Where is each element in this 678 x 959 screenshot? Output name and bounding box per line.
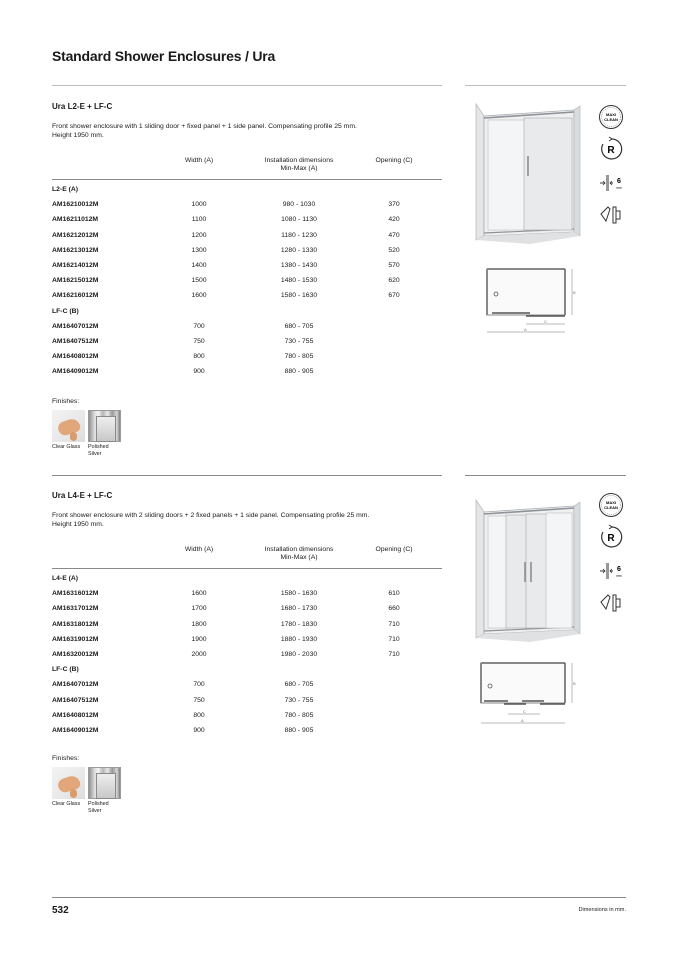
product-code: AM16216012M (52, 292, 99, 300)
width-cell: 700 (193, 322, 205, 330)
install-cell: 1680 - 1730 (280, 605, 318, 613)
install-cell: 1580 - 1630 (280, 292, 318, 300)
floor-plan-l4e (478, 660, 578, 730)
col-header-opening: Opening (C) (375, 546, 413, 553)
dim-label-a: A (521, 718, 524, 723)
group-name: LF-C (B) (52, 666, 79, 674)
group-header (52, 571, 442, 586)
install-cell: 1780 - 1830 (280, 620, 318, 628)
group-header (52, 182, 442, 197)
product-code: AM16407512M (52, 337, 99, 345)
col-header-width: Width (A) (184, 157, 214, 164)
width-cell: 1000 (191, 201, 207, 209)
install-cell: 730 - 755 (284, 337, 314, 345)
width-cell: 1800 (191, 620, 207, 628)
opening-cell: 670 (388, 292, 400, 300)
width-cell: 1600 (191, 590, 207, 598)
product-photo-l2e (470, 96, 582, 244)
table-row (52, 258, 442, 273)
product-code: AM16319012M (52, 635, 99, 643)
feature-icons-l2e (598, 104, 626, 234)
dim-label-b: B (573, 290, 576, 295)
width-cell: 800 (193, 353, 205, 361)
table-row (52, 647, 442, 662)
maxiclean-text: CLEAN (604, 117, 618, 122)
page-number: 532 (52, 905, 69, 916)
install-cell: 1880 - 1930 (280, 635, 318, 643)
opening-cell: 710 (388, 635, 400, 643)
product-code: AM16211012M (52, 216, 99, 224)
product-code: AM16318012M (52, 620, 99, 628)
group-name: LF-C (B) (52, 307, 79, 315)
col-header-installation (249, 157, 349, 173)
thickness-text: 6 (617, 566, 621, 573)
finishes-label: Finishes: (52, 398, 80, 405)
swatch-label-clear-glass: Clear Glass (52, 801, 81, 807)
dim-label-a: A (524, 327, 527, 332)
section-title: Ura L2-E + LF-C (52, 102, 113, 111)
install-cell: 1380 - 1430 (280, 261, 318, 269)
table-row (52, 212, 442, 227)
install-cell: 1580 - 1630 (280, 590, 318, 598)
title-divider-right (465, 85, 626, 86)
table-row (52, 586, 442, 601)
swatch-label-clear-glass: Clear Glass (52, 444, 81, 450)
col-header-line: Installation dimensions (264, 546, 334, 553)
width-cell: 750 (193, 337, 205, 345)
feature-icons-l4e (598, 492, 626, 622)
install-cell: 1080 - 1130 (281, 216, 317, 224)
description-line: Height 1950 mm. (52, 132, 104, 139)
table-row (52, 601, 442, 616)
product-code: AM16408012M (52, 353, 99, 361)
maxiclean-icon (598, 104, 624, 130)
swatch-label-line: Polished (88, 801, 109, 807)
install-cell: 780 - 805 (284, 353, 314, 361)
handle-icon (598, 202, 624, 228)
opening-cell: 620 (388, 277, 400, 285)
product-table (52, 571, 442, 738)
width-cell: 1500 (191, 277, 207, 285)
description-line: Front shower enclosure with 2 sliding doors + 2 fixed panels + 1 side panel. Compensating profile 25 mm. (52, 512, 370, 519)
table-row (52, 273, 442, 288)
section-description (52, 122, 442, 140)
floor-plan-l2e (484, 266, 579, 336)
handle-icon (598, 590, 624, 616)
install-cell: 1180 - 1230 (281, 231, 317, 239)
finger-graphic (70, 789, 77, 798)
swatch-label-line: Silver (88, 807, 102, 814)
description-line: Front shower enclosure with 1 sliding door + fixed panel + 1 side panel. Compensating profile 25 mm. (52, 123, 357, 130)
finger-graphic (70, 432, 77, 441)
clear-glass-swatch (52, 410, 85, 442)
install-cell: 1280 - 1330 (280, 246, 318, 254)
width-cell: 750 (193, 696, 205, 704)
width-cell: 900 (193, 368, 205, 376)
width-cell: 1300 (191, 246, 207, 254)
width-cell: 700 (193, 681, 205, 689)
dim-label-c: C (544, 319, 547, 324)
width-cell: 1200 (191, 231, 207, 239)
col-header-line: Installation dimensions (264, 157, 334, 164)
opening-cell: 710 (388, 650, 400, 658)
product-code: AM16409012M (52, 368, 99, 376)
reversible-icon (598, 136, 624, 162)
col-header-width: Width (A) (184, 546, 214, 553)
table-row (52, 349, 442, 364)
product-code: AM16215012M (52, 277, 99, 285)
table-row (52, 708, 442, 723)
product-code: AM16407012M (52, 322, 99, 330)
opening-cell: 420 (388, 216, 400, 224)
profile-graphic (96, 416, 116, 442)
glass-thickness-icon (598, 558, 624, 584)
opening-cell: 710 (388, 620, 400, 628)
width-cell: 900 (193, 726, 205, 734)
install-cell: 680 - 705 (284, 681, 314, 689)
swatch-label-line: Polished (88, 444, 109, 450)
header-rule (52, 568, 442, 569)
install-cell: 780 - 805 (284, 711, 314, 719)
swatch-label-polished-silver (88, 444, 109, 457)
dim-label-c: C (523, 709, 526, 714)
maxiclean-text: MAXI (606, 112, 616, 117)
opening-cell: 610 (388, 590, 400, 598)
polished-silver-swatch (88, 767, 121, 799)
table-row (52, 288, 442, 303)
description-line: Height 1950 mm. (52, 521, 104, 528)
product-code: AM16409012M (52, 726, 99, 734)
reversible-text: R (607, 533, 615, 544)
install-cell: 880 - 905 (284, 368, 314, 376)
product-table (52, 182, 442, 379)
maxiclean-text: CLEAN (604, 505, 618, 510)
maxiclean-icon (598, 492, 624, 518)
section-divider-right (465, 475, 626, 476)
install-cell: 880 - 905 (284, 726, 314, 734)
opening-cell: 520 (388, 246, 400, 254)
width-cell: 1900 (191, 635, 207, 643)
table-row (52, 693, 442, 708)
product-code: AM16407012M (52, 681, 99, 689)
width-cell: 1100 (191, 216, 207, 224)
product-section-l2e (52, 102, 442, 462)
install-cell: 730 - 755 (284, 696, 314, 704)
polished-silver-swatch (88, 410, 121, 442)
glass-thickness-icon (598, 170, 624, 196)
table-row (52, 632, 442, 647)
col-header-opening: Opening (C) (375, 157, 413, 164)
opening-cell: 660 (388, 605, 400, 613)
install-cell: 1980 - 2030 (280, 650, 318, 658)
product-code: AM16210012M (52, 201, 99, 209)
section-title: Ura L4-E + LF-C (52, 491, 113, 500)
swatch-label-line: Silver (88, 450, 102, 457)
title-divider (52, 85, 442, 86)
swatch-label-polished-silver (88, 801, 109, 814)
thickness-text: 6 (617, 178, 621, 185)
product-code: AM16316012M (52, 590, 99, 598)
page-title: Standard Shower Enclosures / Ura (52, 48, 276, 64)
product-code: AM16408012M (52, 711, 99, 719)
col-header-installation (249, 546, 349, 562)
opening-cell: 470 (388, 231, 400, 239)
table-row (52, 334, 442, 349)
section-description (52, 511, 442, 529)
dimensions-note: Dimensions in mm. (578, 907, 626, 913)
product-code: AM16212012M (52, 231, 99, 239)
product-photo-l4e (470, 494, 582, 642)
table-row (52, 677, 442, 692)
section-divider (52, 475, 442, 476)
thickness-unit: mm (616, 574, 622, 578)
product-code: AM16317012M (52, 605, 99, 613)
width-cell: 1600 (191, 292, 207, 300)
footer-divider (52, 897, 626, 898)
hand-graphic (56, 417, 81, 437)
width-cell: 1700 (191, 605, 207, 613)
col-header-line: Min-Max (A) (280, 165, 318, 172)
table-row (52, 723, 442, 738)
opening-cell: 370 (388, 201, 400, 209)
table-row (52, 617, 442, 632)
width-cell: 1400 (191, 261, 207, 269)
dim-label-b: B (573, 681, 576, 686)
hand-graphic (56, 774, 81, 794)
clear-glass-swatch (52, 767, 85, 799)
product-code: AM16214012M (52, 261, 99, 269)
reversible-icon (598, 524, 624, 550)
product-code: AM16407512M (52, 696, 99, 704)
group-name: L2-E (A) (52, 186, 79, 193)
group-header (52, 662, 442, 677)
group-name: L4-E (A) (52, 575, 79, 582)
reversible-text: R (607, 145, 615, 156)
width-cell: 800 (193, 711, 205, 719)
finishes-label: Finishes: (52, 755, 80, 762)
install-cell: 680 - 705 (284, 322, 314, 330)
product-section-l4e (52, 491, 442, 831)
table-row (52, 364, 442, 379)
width-cell: 2000 (191, 650, 207, 658)
table-row (52, 228, 442, 243)
product-code: AM16320012M (52, 650, 99, 658)
group-header (52, 304, 442, 319)
profile-graphic (96, 773, 116, 799)
install-cell: 1480 - 1530 (280, 277, 318, 285)
col-header-line: Min-Max (A) (280, 554, 318, 561)
table-row (52, 243, 442, 258)
header-rule (52, 179, 442, 180)
maxiclean-text: MAXI (606, 500, 616, 505)
table-row (52, 197, 442, 212)
table-row (52, 319, 442, 334)
product-code: AM16213012M (52, 246, 99, 254)
opening-cell: 570 (388, 261, 400, 269)
install-cell: 980 - 1030 (282, 201, 316, 209)
thickness-unit: mm (616, 186, 622, 190)
